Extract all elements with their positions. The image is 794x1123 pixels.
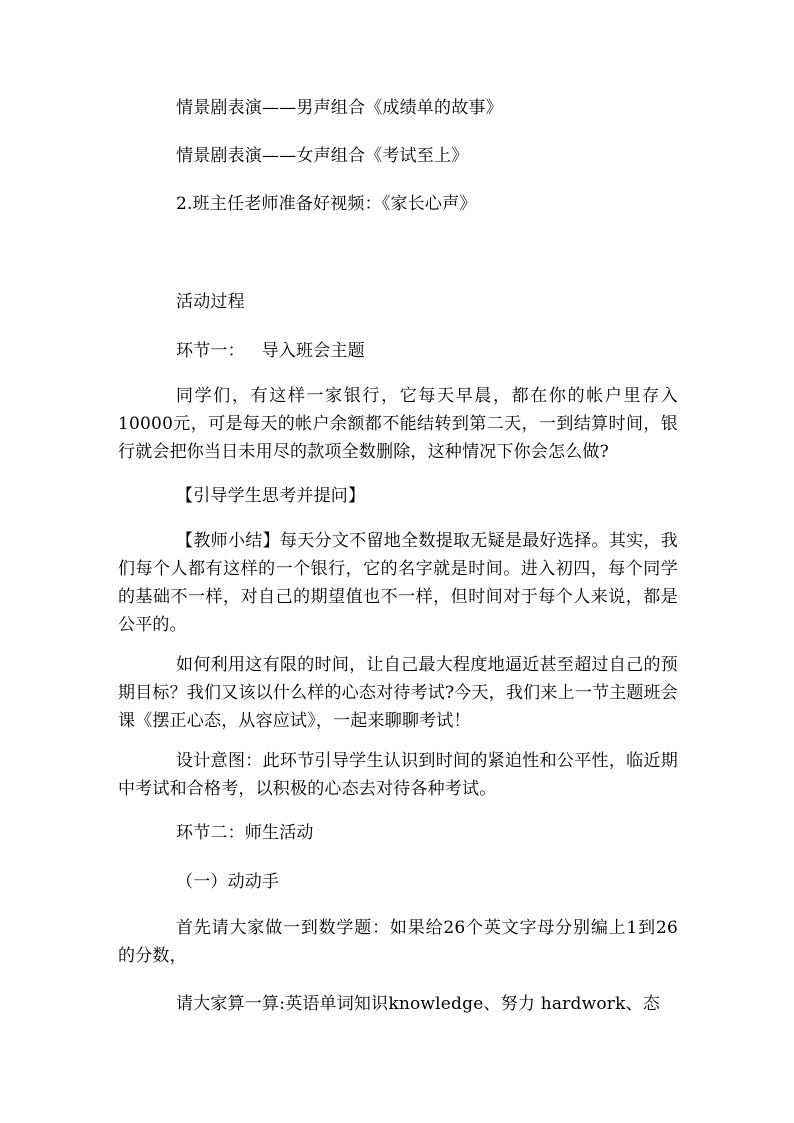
design-intent-paragraph: 设计意图：此环节引导学生认识到时间的紧迫性和公平性，临近期中考试和合格考，以积极的心态去对待各种考试。 — [118, 751, 678, 799]
guide-students-line: 【引导学生思考并提问】 — [176, 486, 366, 506]
process-heading: 活动过程 — [176, 292, 245, 312]
sub1-heading: （一）动动手 — [176, 872, 280, 892]
skit-female-line: 情景剧表演——女声组合《考试至上》 — [176, 146, 469, 166]
time-usage-paragraph: 如何利用这有限的时间，让自己最大程度地逼近甚至超过自己的预期目标？我们又该以什么样的心态对待考试?今天，我们来上一节主题班会课《摆正心态，从容应试》，一起来聊聊考试！ — [118, 655, 678, 731]
prep-video-line: 2.班主任老师准备好视频：《家长心声》 — [176, 194, 477, 214]
calculate-words-paragraph: 请大家算一算:英语单词知识knowledge、努力 hardwork、态 — [176, 994, 660, 1014]
step2-heading: 环节二：师生活动 — [176, 823, 314, 843]
step1-heading: 环节一： 导入班会主题 — [176, 341, 365, 361]
teacher-summary-paragraph: 【教师小结】每天分文不留地全数提取无疑是最好选择。其实，我们每个人都有这样的一个银行，它的名字就是时间。进入初四，每个同学的基础不一样，对自己的期望值也不一样，但时间对于每个人来说，都是公平的。 — [118, 531, 678, 635]
math-question-paragraph: 首先请大家做一到数学题：如果给26个英文字母分别编上1到26的分数， — [118, 918, 678, 966]
bank-story-paragraph: 同学们，有这样一家银行，它每天早晨，都在你的帐户里存入10000元，可是每天的帐户余额都不能结转到第二天，一到结算时间，银行就会把你当日未用尽的款项全数删除，这种情况下你会怎么做? — [118, 386, 678, 462]
skit-male-line: 情景剧表演——男声组合《成绩单的故事》 — [176, 98, 503, 118]
